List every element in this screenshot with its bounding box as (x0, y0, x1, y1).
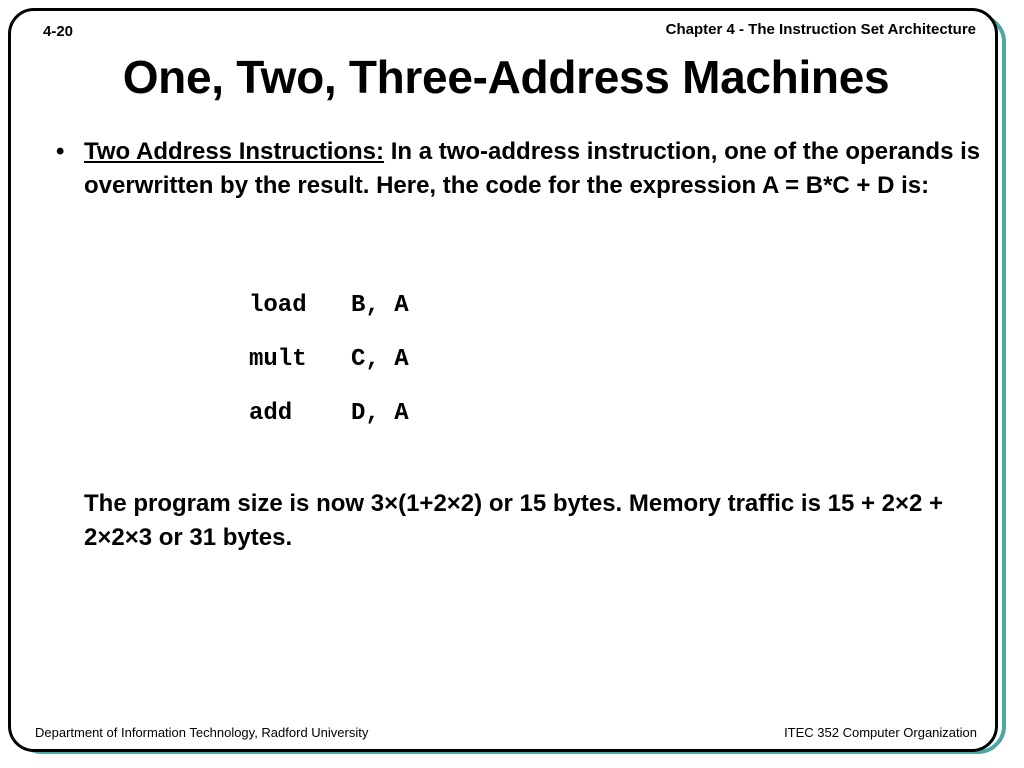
code-op: add (249, 400, 293, 427)
summary-paragraph: The program size is now 3×(1+2×2) or 15 bytes. Memory traffic is 15 + 2×2 + 2×2×3 or 31 bytes. (84, 490, 944, 551)
bullet-text (84, 135, 984, 203)
bullet-term: Two Address Instructions: (84, 138, 385, 165)
chapter-header: Chapter 4 - The Instruction Set Architecture (665, 21, 976, 38)
bullet-marker: • (56, 138, 65, 165)
code-line (249, 346, 409, 373)
code-line (249, 400, 409, 427)
code-op: mult (249, 346, 307, 373)
code-args: B, A (351, 292, 409, 319)
code-op: load (249, 292, 307, 319)
slide-title: One, Two, Three-Address Machines (122, 51, 890, 103)
slide-frame (8, 8, 998, 752)
code-args: D, A (351, 400, 409, 427)
footer-course: ITEC 352 Computer Organization (784, 725, 977, 740)
code-args: C, A (351, 346, 409, 373)
slide-number: 4-20 (43, 23, 74, 40)
bullet-description: In a two-address instruction, one of the operands is overwritten by the result. Here, the code for the expression A = B*C + D is: (84, 138, 981, 199)
footer-department: Department of Information Technology, Radford University (35, 725, 369, 740)
code-line (249, 292, 409, 319)
